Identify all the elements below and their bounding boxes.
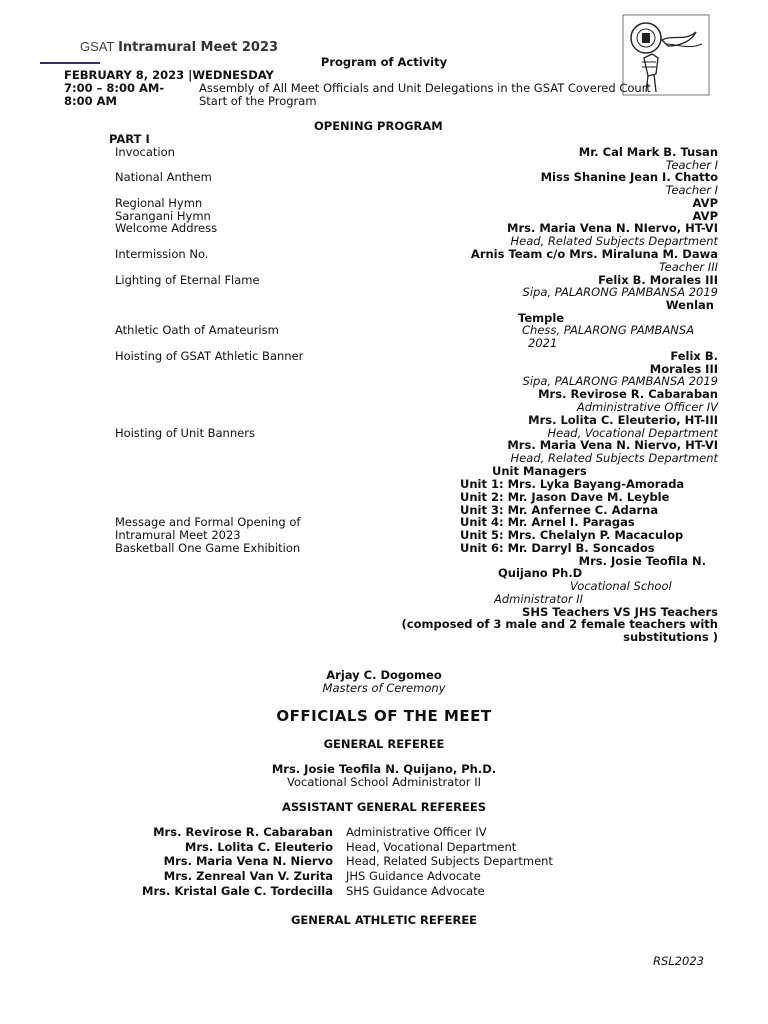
assistant-role: Administrative Officer IV [346, 825, 487, 839]
participant-role: Sipa, PALARONG PAMBANSA 2019 [522, 285, 718, 299]
emcee-role-row [0, 682, 768, 695]
participant-role: Vocational School [570, 579, 672, 593]
footer-code: RSL2023 [653, 954, 704, 968]
assistant-name: Mrs. Revirose R. Cabaraban [153, 825, 333, 839]
program-item-formal-opening: Message and Formal Opening of [115, 515, 301, 529]
participant-line: Felix B. [670, 349, 718, 363]
program-item-unit-banners: Hoisting of Unit Banners [115, 426, 255, 440]
program-item-sarangani-hymn: Sarangani Hymn [115, 209, 211, 223]
unit-manager-line: Unit 5: Mrs. Chelalyn P. Macaculop [460, 528, 684, 542]
program-item-eternal-flame: Lighting of Eternal Flame [115, 273, 260, 287]
program-item-invocation: Invocation [115, 145, 175, 159]
general-referee-role: Vocational School Administrator II [287, 775, 481, 789]
header-title: Intramural Meet 2023 [118, 40, 279, 55]
assistant-role: JHS Guidance Advocate [346, 869, 481, 883]
unit-managers-label: Unit Managers [492, 464, 587, 478]
officials-heading-row [0, 708, 768, 725]
participant-role: Head, Related Subjects Department [510, 451, 718, 465]
exhibition-line: (composed of 3 male and 2 female teachers with [401, 617, 718, 631]
participant-role: Teacher III [659, 260, 718, 274]
participant-line: AVP [692, 209, 718, 223]
assistant-name: Mrs. Zenreal Van V. Zurita [163, 869, 333, 883]
participant-role: Administrative Officer IV [576, 400, 718, 414]
participant-role: Chess, PALARONG PAMBANSA [522, 323, 695, 337]
schedule-activity-1: Assembly of All Meet Officials and Unit Delegations in the GSAT Covered Court [199, 81, 651, 95]
participant-role: Administrator II [494, 592, 584, 606]
program-item-regional-hymn: Regional Hymn [115, 196, 203, 210]
unit-manager-line: Unit 3: Mr. Anfernee C. Adarna [460, 503, 659, 517]
participant-role: Head, Vocational Department [547, 426, 718, 440]
participant-line: Mrs. Maria Vena N. NIervo, HT-VI [507, 221, 718, 235]
participant-role: Sipa, PALARONG PAMBANSA 2019 [522, 374, 718, 388]
emcee-role: Masters of Ceremony [322, 681, 446, 695]
program-item-formal-opening-cont: Intramural Meet 2023 [115, 528, 241, 542]
participant-role: Head, Related Subjects Department [510, 234, 718, 248]
unit-manager-line: Unit 1: Mrs. Lyka Bayang-Amorada [460, 477, 685, 491]
assistant-referees-heading: ASSISTANT GENERAL REFEREES [282, 800, 486, 814]
participant-line: Quijano Ph.D [498, 566, 583, 580]
assistant-name: Mrs. Lolita C. Eleuterio [184, 840, 333, 854]
program-item-athletic-banner: Hoisting of GSAT Athletic Banner [115, 349, 304, 363]
general-referee-role-row [0, 776, 768, 789]
assistant-heading-row [0, 801, 768, 814]
exhibition-line: SHS Teachers VS JHS Teachers [522, 605, 718, 619]
assistant-name: Mrs. Maria Vena N. Niervo [163, 854, 333, 868]
document-header [80, 40, 278, 54]
participant-line: Arnis Team c/o Mrs. Miraluna M. Dawa [470, 247, 718, 261]
participant-line: Mrs. Maria Vena N. Niervo, HT-VI [507, 438, 718, 452]
general-referee-heading: GENERAL REFEREE [323, 737, 445, 751]
schedule-time-2: 8:00 AM [64, 94, 117, 108]
participant-line: Mrs. Josie Teofila N. [578, 554, 706, 568]
part-label: PART I [109, 132, 150, 146]
participant-role: Teacher I [665, 158, 718, 172]
assistant-role: Head, Related Subjects Department [346, 854, 553, 868]
participant-line: Morales III [649, 362, 718, 376]
assistant-role: Head, Vocational Department [346, 840, 517, 854]
header-brand: GSAT [80, 39, 115, 54]
assistant-role: SHS Guidance Advocate [346, 884, 485, 898]
unit-manager-line: Unit 2: Mr. Jason Dave M. Leyble [460, 490, 670, 504]
participant-line: AVP [692, 196, 718, 210]
participant-line: Mrs. Revirose R. Cabaraban [538, 387, 718, 401]
participant-role: 2021 [528, 336, 558, 350]
participant-line: Wenlan [665, 298, 714, 312]
opening-program-heading: OPENING PROGRAM [314, 119, 443, 133]
unit-manager-line: Unit 4: Mr. Arnel I. Paragas [460, 515, 635, 529]
participant-line: Mr. Cal Mark B. Tusan [578, 145, 718, 159]
participant-line: Felix B. Morales III [598, 273, 718, 287]
participant-line: Miss Shanine Jean I. Chatto [540, 170, 718, 184]
emcee-name: Arjay C. Dogomeo [326, 668, 442, 682]
program-item-national-anthem: National Anthem [115, 170, 212, 184]
program-item-basketball: Basketball One Game Exhibition [115, 541, 301, 555]
general-referee-name: Mrs. Josie Teofila N. Quijano, Ph.D. [271, 762, 497, 776]
participant-line: Temple [518, 311, 565, 325]
participant-role: Teacher I [665, 183, 718, 197]
schedule-time-1: 7:00 – 8:00 AM- [64, 81, 165, 95]
date-line: FEBRUARY 8, 2023 |WEDNESDAY [64, 68, 274, 82]
general-referee-heading-row [0, 738, 768, 751]
unit-manager-line: Unit 6: Mr. Darryl B. Soncados [460, 541, 655, 555]
schedule-activity-2: Start of the Program [199, 94, 317, 108]
program-item-intermission: Intermission No. [115, 247, 209, 261]
program-item-athletic-oath: Athletic Oath of Amateurism [115, 323, 279, 337]
general-athletic-referee-heading: GENERAL ATHLETIC REFEREE [290, 913, 478, 927]
assistant-name: Mrs. Kristal Gale C. Tordecilla [142, 884, 333, 898]
officials-heading: OFFICIALS OF THE MEET [276, 707, 492, 725]
participant-line: Mrs. Lolita C. Eleuterio, HT-III [528, 413, 718, 427]
program-item-welcome-address: Welcome Address [115, 221, 218, 235]
athletic-heading-row [0, 914, 768, 927]
exhibition-line: substitutions ) [623, 630, 718, 644]
program-heading: Program of Activity [320, 55, 448, 69]
